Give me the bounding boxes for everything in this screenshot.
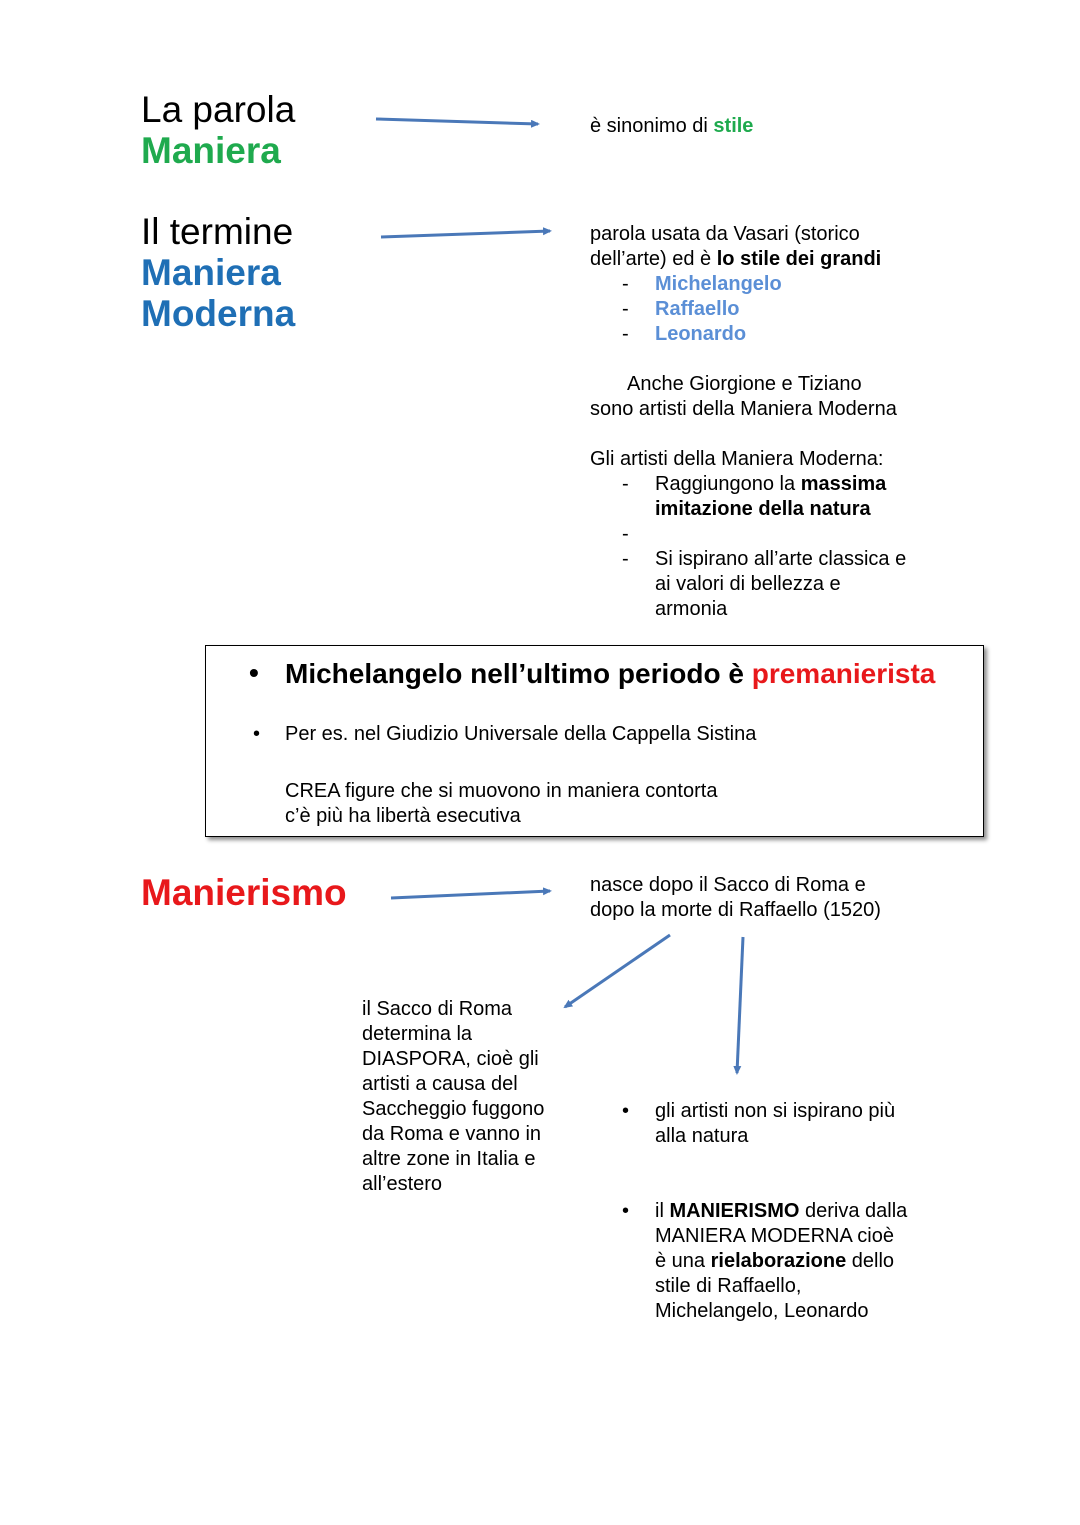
text-line: all’estero bbox=[362, 1173, 443, 1195]
bullet-marker: • bbox=[622, 1200, 630, 1222]
headline-keyword: premanierista bbox=[751, 658, 936, 689]
artist-item bbox=[590, 297, 990, 322]
text-span: deriva dalla bbox=[799, 1200, 908, 1222]
text-line bbox=[590, 247, 990, 272]
manierismo-origin bbox=[590, 873, 881, 923]
text-line: altre zone in Italia e bbox=[362, 1148, 536, 1170]
point-item bbox=[590, 547, 990, 622]
text-line: da Roma e vanno in bbox=[362, 1123, 542, 1145]
bullet-item bbox=[590, 1099, 990, 1149]
dash-marker: - bbox=[622, 523, 629, 545]
text-line: ai valori di bellezza e bbox=[655, 573, 841, 595]
text-line: il Sacco di Roma bbox=[362, 998, 513, 1020]
maniera-moderna-heading bbox=[141, 211, 295, 334]
heading-keyword: Maniera bbox=[141, 130, 281, 171]
box-example: Per es. nel Giudizio Universale della Cappella Sistina bbox=[285, 723, 757, 745]
text-bold: imitazione della natura bbox=[655, 498, 871, 520]
text-line: Saccheggio fuggono bbox=[362, 1098, 545, 1120]
text-bold: MANIERISMO bbox=[669, 1200, 800, 1222]
box-bullet: • bbox=[249, 657, 259, 688]
arrow-maniera bbox=[376, 119, 538, 124]
text-line bbox=[655, 1249, 990, 1274]
arrow-maniera-moderna bbox=[381, 231, 550, 237]
bullet-marker: • bbox=[622, 1100, 630, 1122]
text-line: determina la bbox=[362, 1023, 473, 1045]
manierismo-bullets bbox=[590, 1099, 990, 1324]
text-line: parola usata da Vasari (storico bbox=[590, 223, 860, 245]
heading-keyword: Moderna bbox=[141, 293, 296, 334]
text-bold: rielaborazione bbox=[710, 1250, 847, 1272]
group-title: Gli artisti della Maniera Moderna: bbox=[590, 448, 884, 470]
text-line: MANIERA MODERNA cioè bbox=[655, 1225, 894, 1247]
manierismo-heading: Manierismo bbox=[141, 872, 347, 913]
text-span: è una bbox=[655, 1250, 711, 1272]
maniera-definition bbox=[590, 114, 753, 139]
text-span: dell’arte) ed è bbox=[590, 248, 717, 270]
dash-marker: - bbox=[622, 298, 629, 320]
text-line: alla natura bbox=[655, 1125, 749, 1147]
text-line: CREA figure che si muovono in maniera contorta bbox=[285, 780, 718, 802]
text-line: c’è più ha libertà esecutiva bbox=[285, 805, 521, 827]
dash-marker: - bbox=[622, 473, 629, 495]
text-line bbox=[655, 1199, 990, 1224]
arrow-manierismo bbox=[391, 891, 550, 898]
artist-name: Leonardo bbox=[655, 323, 747, 345]
box-headline bbox=[285, 657, 935, 691]
point-item-empty bbox=[590, 522, 990, 547]
text-line: dopo la morte di Raffaello (1520) bbox=[590, 899, 881, 921]
point-item bbox=[590, 472, 990, 522]
maniera-moderna-definition bbox=[590, 222, 990, 622]
artist-item bbox=[590, 272, 990, 297]
artist-name: Raffaello bbox=[655, 298, 740, 320]
text-line: Anche Giorgione e Tiziano bbox=[627, 373, 862, 395]
definition-text: è sinonimo di bbox=[590, 115, 714, 137]
text-line: Si ispirano all’arte classica e bbox=[655, 548, 907, 570]
headline-text: Michelangelo nell’ultimo periodo è bbox=[285, 658, 752, 689]
bullet-item bbox=[590, 1199, 990, 1324]
premanierista-box bbox=[205, 645, 984, 837]
artist-name: Michelangelo bbox=[655, 273, 782, 295]
heading-line: Il termine bbox=[141, 211, 294, 252]
text-bold: massima bbox=[800, 473, 887, 495]
heading-line: La parola bbox=[141, 89, 296, 130]
dash-marker: - bbox=[622, 548, 629, 570]
text-line: armonia bbox=[655, 598, 728, 620]
text-line: nasce dopo il Sacco di Roma e bbox=[590, 874, 866, 896]
text-span: dello bbox=[846, 1250, 895, 1272]
definition-keyword: stile bbox=[713, 115, 754, 137]
artist-item bbox=[590, 322, 990, 347]
text-line: gli artisti non si ispirano più bbox=[655, 1100, 896, 1122]
text-line: DIASPORA, cioè gli bbox=[362, 1048, 539, 1070]
maniera-heading bbox=[141, 89, 295, 171]
dash-marker: - bbox=[622, 323, 629, 345]
box-bullet: • bbox=[253, 723, 261, 745]
text-bold: lo stile dei grandi bbox=[716, 248, 882, 270]
arrow-to-bullets bbox=[737, 937, 743, 1073]
sacco-di-roma-note bbox=[362, 997, 582, 1197]
text-line: stile di Raffaello, bbox=[655, 1275, 802, 1297]
text-span: Raggiungono la bbox=[655, 473, 801, 495]
text-line: artisti a causa del bbox=[362, 1073, 518, 1095]
dash-marker: - bbox=[622, 273, 629, 295]
heading-keyword: Maniera bbox=[141, 252, 281, 293]
text-line: sono artisti della Maniera Moderna bbox=[590, 398, 897, 420]
text-line: Michelangelo, Leonardo bbox=[655, 1300, 869, 1322]
box-crea bbox=[285, 779, 717, 829]
text-span: il bbox=[655, 1200, 670, 1222]
